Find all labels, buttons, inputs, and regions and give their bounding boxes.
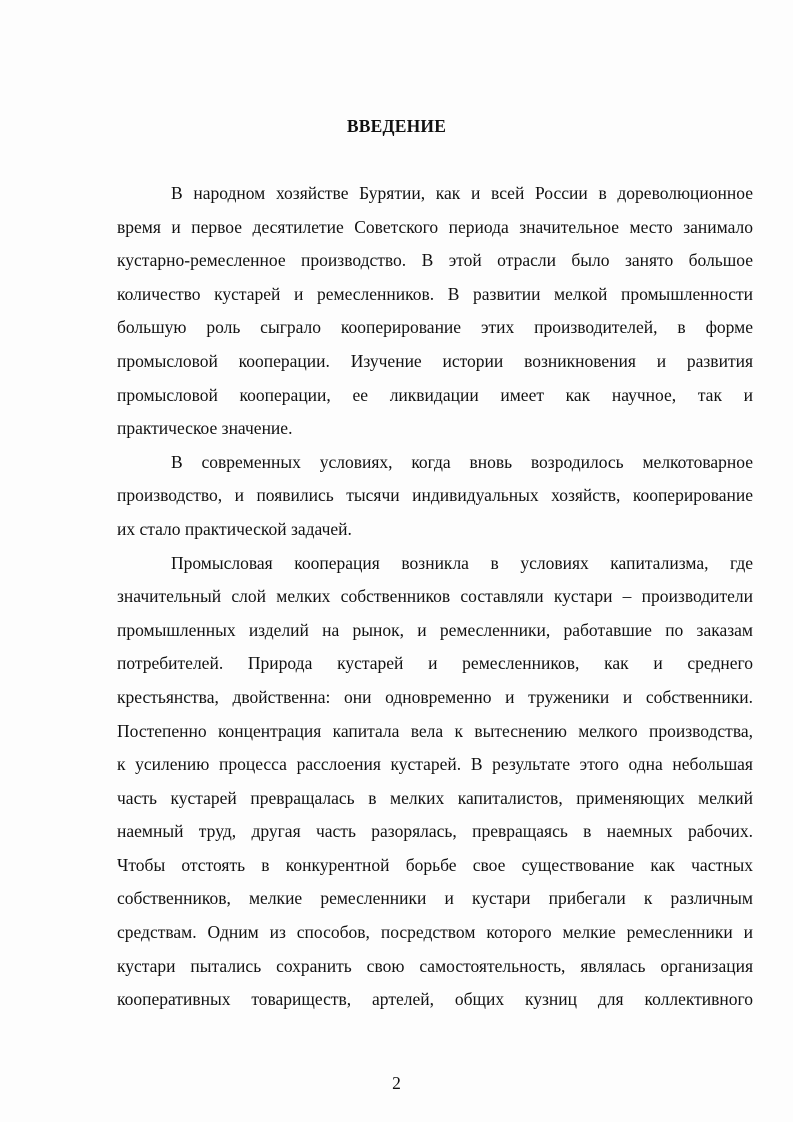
section-title: ВВЕДЕНИЕ bbox=[346, 116, 447, 136]
text-line: большую роль сыграло кооперирование этих производителей, в форме bbox=[117, 317, 753, 338]
page-number: 2 bbox=[392, 1073, 401, 1093]
text-line: часть кустарей превращалась в мелких капиталистов, применяющих мелкий bbox=[117, 787, 753, 808]
text-line: количество кустарей и ремесленников. В развитии мелкой промышленности bbox=[117, 283, 753, 304]
text-line: Промысловая кооперация возникла в условиях капитализма, где bbox=[171, 552, 753, 573]
text-line: В народном хозяйстве Бурятии, как и всей России в дореволюционное bbox=[171, 183, 753, 203]
text-line: потребителей. Природа кустарей и ремесленников, как и среднего bbox=[117, 653, 753, 674]
body-text bbox=[117, 177, 753, 1017]
text-line: время и первое десятилетие Советского периода значительное место занимало bbox=[117, 216, 753, 237]
text-line: Чтобы отстоять в конкурентной борьбе свое существование как частных bbox=[117, 854, 753, 875]
text-line: промышленных изделий на рынок, и ремесленники, работавшие по заказам bbox=[117, 619, 753, 640]
text-line: кустарно-ремесленное производство. В этой отрасли было занято большое bbox=[117, 250, 753, 271]
text-line: промысловой кооперации, ее ликвидации имеет как научное, так и bbox=[117, 384, 753, 405]
text-line: кооперативных товариществ, артелей, общих кузниц для коллективного bbox=[117, 989, 753, 1010]
text-line: крестьянства, двойственна: они одновременно и труженики и собственники. bbox=[117, 686, 753, 707]
text-line: промысловой кооперации. Изучение истории возникновения и развития bbox=[117, 350, 753, 371]
text-line: средствам. Одним из способов, посредством которого мелкие ремесленники и bbox=[117, 922, 753, 943]
text-line: собственников, мелкие ремесленники и кустари прибегали к различным bbox=[117, 888, 753, 909]
text-line: В современных условиях, когда вновь возродилось мелкотоварное bbox=[171, 451, 753, 472]
text-line: кустари пытались сохранить свою самостоятельность, являлась организация bbox=[117, 955, 753, 976]
text-line: к усилению процесса расслоения кустарей. В результате этого одна небольшая bbox=[117, 754, 753, 775]
text-line: значительный слой мелких собственников составляли кустари – производители bbox=[117, 586, 753, 607]
text-line: производство, и появились тысячи индивидуальных хозяйств, кооперирование bbox=[117, 485, 753, 506]
text-line: Постепенно концентрация капитала вела к вытеснению мелкого производства, bbox=[117, 720, 753, 741]
text-line: их стало практической задачей. bbox=[117, 518, 352, 539]
text-line: наемный труд, другая часть разорялась, превращаясь в наемных рабочих. bbox=[117, 821, 753, 842]
text-line: практическое значение. bbox=[117, 418, 293, 439]
